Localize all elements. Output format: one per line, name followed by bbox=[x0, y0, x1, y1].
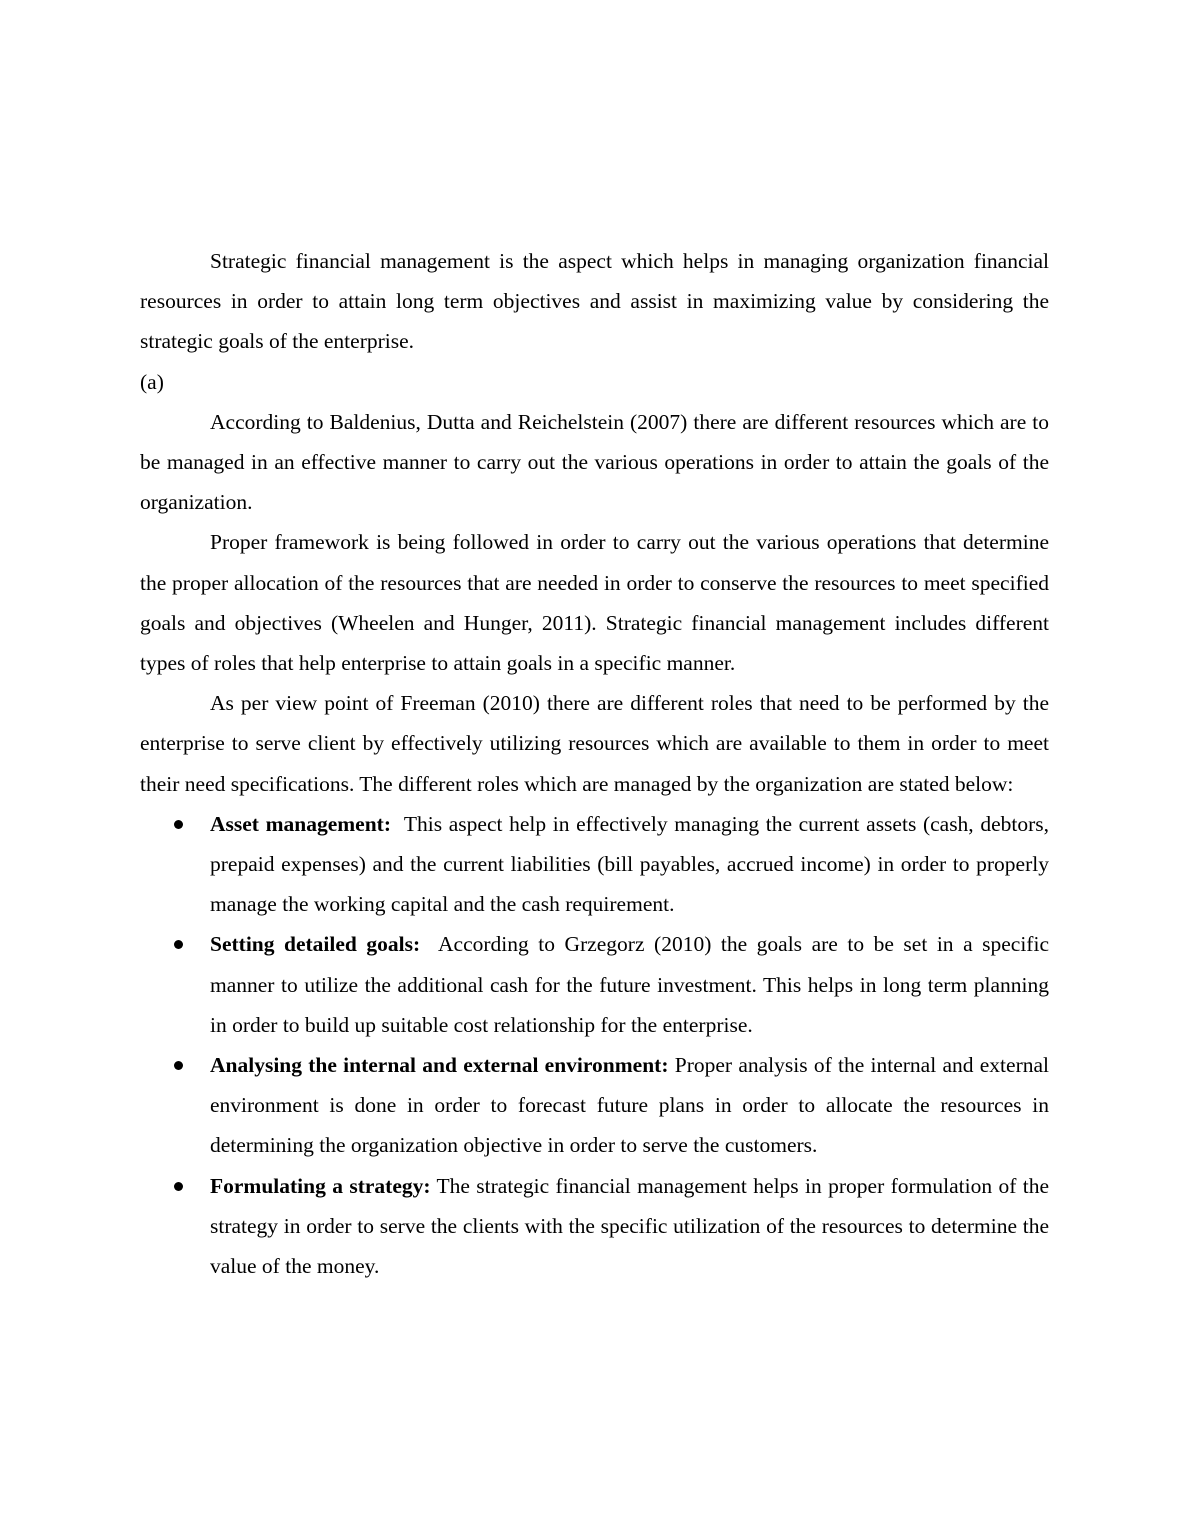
list-item bbox=[140, 1045, 1055, 1166]
document-body bbox=[140, 241, 1055, 1286]
role-description: According to Grzegorz (2010) the goals are to be set in a specific manner to utilize the additional cash for the future investment. This helps in long term planning in order to build up suitable cost relationship for the enterprise. bbox=[210, 932, 1055, 1037]
role-description: The strategic financial management helps in proper formulation of the strategy in order to serve the clients with the specific utilization of the resources to determine the value of the money. bbox=[210, 1173, 1055, 1279]
role-term: Formulating a strategy: bbox=[210, 1173, 431, 1198]
list-item bbox=[140, 1166, 1055, 1287]
list-item bbox=[140, 924, 1055, 1045]
bullet-icon bbox=[174, 1061, 183, 1070]
bullet-icon bbox=[174, 1182, 183, 1191]
role-term: Setting detailed goals: bbox=[210, 932, 421, 957]
roles-list bbox=[140, 804, 1055, 1286]
framework-paragraph: Proper framework is being followed in order to carry out the various operations that determine the proper allocation of the resources that are needed in order to conserve the resources to meet specified goals and objectives (Wheelen and Hunger, 2011). Strategic financial management includes different types of roles that help enterprise to attain goals in a specific manner. bbox=[140, 530, 1049, 676]
role-description: Proper analysis of the internal and external environment is done in order to forecast future plans in order to allocate the resources in determining the organization objective in order to serve the customers. bbox=[210, 1053, 1055, 1158]
bullet-icon bbox=[174, 820, 183, 829]
baldenius-paragraph: According to Baldenius, Dutta and Reichelstein (2007) there are different resources which are to be managed in an effective manner to carry out the various operations in order to attain the goals of the organization. bbox=[140, 409, 1049, 515]
list-item bbox=[140, 804, 1055, 925]
bullet-icon bbox=[174, 940, 183, 949]
intro-paragraph: Strategic financial management is the aspect which helps in managing organization financial resources in order to attain long term objectives and assist in maximizing value by considering the strategic goals of the enterprise. bbox=[140, 249, 1049, 354]
role-term: Asset management: bbox=[210, 811, 391, 836]
role-description: This aspect help in effectively managing the current assets (cash, debtors, prepaid expenses) and the current liabilities (bill payables, accrued income) in order to properly manage the working capital and the cash requirement. bbox=[210, 811, 1055, 917]
section-label: (a) bbox=[140, 369, 164, 394]
role-term: Analysing the internal and external environment: bbox=[210, 1053, 669, 1078]
freeman-paragraph: As per view point of Freeman (2010) there are different roles that need to be performed by the enterprise to serve client by effectively utilizing resources which are available to them in order to meet their need specifications. The different roles which are managed by the organization are stated below: bbox=[140, 691, 1049, 796]
